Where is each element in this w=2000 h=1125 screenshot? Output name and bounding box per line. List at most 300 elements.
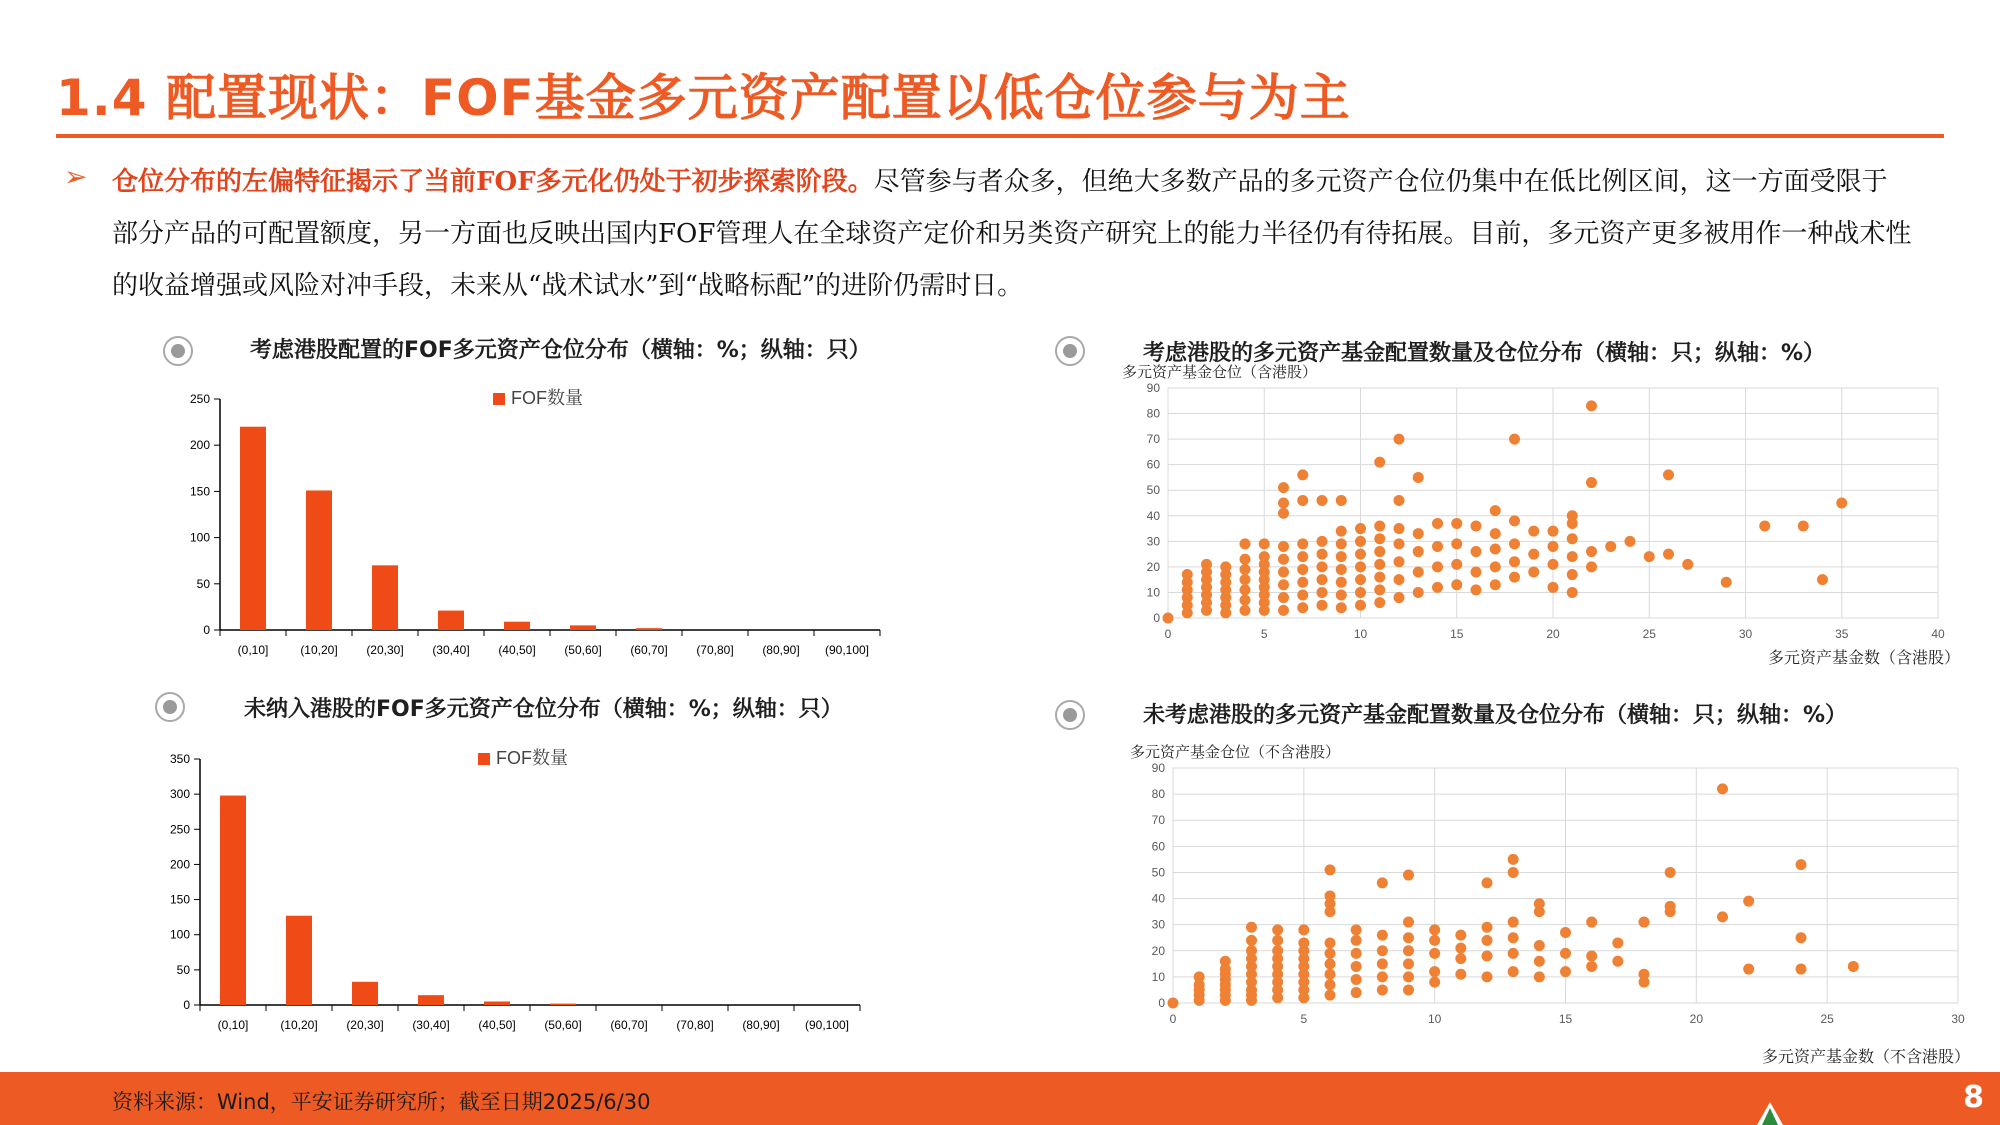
page-title: 1.4 配置现状：FOF基金多元资产配置以低仓位参与为主 [56, 69, 1351, 127]
y-axis-title: 多元资产基金仓位（不含港股） [1130, 744, 1341, 761]
scatter-point [1413, 528, 1424, 539]
scatter-point [1625, 536, 1636, 547]
scatter-point [1297, 495, 1308, 506]
x-tick-label: (90,100] [804, 1018, 850, 1032]
scatter-point [1317, 536, 1328, 547]
scatter-point [1403, 945, 1414, 956]
bar [372, 565, 398, 630]
scatter-point [1355, 574, 1366, 585]
scatter-point [1663, 549, 1674, 560]
scatter-point [1482, 971, 1493, 982]
y-tick-label: 0 [1158, 996, 1165, 1010]
footer-source: 资料来源：Wind，平安证券研究所；截至日期2025/6/30 [112, 1090, 651, 1114]
y-tick-label: 90 [1151, 761, 1165, 775]
y-tick-label: 90 [1146, 381, 1160, 395]
chart-3-title: 考虑港股的多元资产基金配置数量及仓位分布（横轴：只；纵轴：%） [1143, 341, 1826, 366]
scatter-point [1534, 956, 1545, 967]
chart-2-bar [155, 735, 895, 1035]
scatter-point [1374, 533, 1385, 544]
scatter-point [1567, 569, 1578, 580]
scatter-point [1377, 971, 1388, 982]
x-tick-label: (20,30] [366, 643, 404, 657]
x-tick-label: 30 [1738, 627, 1753, 641]
scatter-point [1325, 958, 1336, 969]
scatter-point [1508, 917, 1519, 928]
scatter-point [1663, 469, 1674, 480]
y-tick-label: 10 [1151, 969, 1165, 984]
scatter-point [1394, 434, 1405, 445]
legend-label: FOF数量 [496, 748, 568, 768]
scatter-point [1482, 877, 1493, 888]
y-tick-label: 10 [1146, 585, 1160, 600]
scatter-point [1612, 937, 1623, 948]
scatter-point [1374, 546, 1385, 557]
y-tick-label: 300 [169, 787, 190, 802]
scatter-point [1355, 536, 1366, 547]
scatter-point [1612, 956, 1623, 967]
scatter-point [1182, 569, 1193, 580]
scatter-point [1403, 917, 1414, 928]
scatter-point [1272, 945, 1283, 956]
scatter-point [1325, 979, 1336, 990]
bar [636, 628, 662, 630]
scatter-point [1817, 574, 1828, 585]
scatter-point [1394, 574, 1405, 585]
scatter-point [1451, 538, 1462, 549]
scatter-point [1298, 924, 1309, 935]
scatter-point [1240, 554, 1251, 565]
scatter-point [1325, 937, 1336, 948]
scatter-point [1336, 526, 1347, 537]
x-tick-label: 0 [1169, 1012, 1177, 1026]
x-tick-label: (90,100] [824, 643, 870, 657]
scatter-point [1455, 930, 1466, 941]
scatter-point [1490, 561, 1501, 572]
scatter-point [1377, 930, 1388, 941]
y-tick-label: 20 [1146, 559, 1160, 574]
x-axis-title: 多元资产基金数（不含港股） [1761, 1049, 1970, 1066]
scatter-point [1432, 541, 1443, 552]
scatter-point [1429, 977, 1440, 988]
x-tick-label: (40,50] [478, 1018, 516, 1032]
scatter-point [1355, 549, 1366, 560]
scatter-point [1429, 966, 1440, 977]
bar [484, 1001, 510, 1005]
page-number: 8 [1963, 1080, 1984, 1115]
y-tick-label: 250 [189, 392, 210, 406]
scatter-point [1374, 559, 1385, 570]
bar [418, 995, 444, 1005]
scatter-point [1413, 472, 1424, 483]
scatter-point [1278, 579, 1289, 590]
x-tick-label: (10,20] [300, 643, 338, 657]
scatter-point [1278, 541, 1289, 552]
scatter-point [1534, 971, 1545, 982]
scatter-point [1848, 961, 1859, 972]
scatter-point [1429, 935, 1440, 946]
bullet-arrow-icon: ➢ [64, 160, 88, 193]
y-tick-label: 30 [1151, 917, 1165, 932]
y-tick-label: 50 [196, 576, 210, 591]
scatter-point [1374, 572, 1385, 583]
scatter-point [1665, 901, 1676, 912]
x-tick-label: 15 [1450, 627, 1464, 641]
legend-label: FOF数量 [511, 388, 583, 408]
y-tick-label: 70 [1151, 813, 1165, 828]
scatter-point [1665, 867, 1676, 878]
scatter-point [1743, 896, 1754, 907]
scatter-point [1351, 924, 1362, 935]
chart-2-title: 未纳入港股的FOF多元资产仓位分布（横轴：%；纵轴：只） [244, 697, 843, 722]
scatter-point [1567, 533, 1578, 544]
scatter-point [1317, 600, 1328, 611]
bar [220, 796, 246, 1005]
scatter-point [1325, 948, 1336, 959]
scatter-point [1240, 538, 1251, 549]
scatter-point [1455, 943, 1466, 954]
chart-3-scatter [1120, 362, 1970, 674]
y-tick-label: 70 [1146, 432, 1160, 447]
scatter-point [1297, 602, 1308, 613]
scatter-point [1455, 969, 1466, 980]
scatter-point [1336, 590, 1347, 601]
scatter-point [1297, 590, 1308, 601]
radio-bullet-icon [1055, 336, 1085, 366]
y-tick-label: 50 [1146, 483, 1160, 498]
scatter-point [1374, 597, 1385, 608]
scatter-point [1394, 592, 1405, 603]
x-tick-label: (60,70] [610, 1018, 648, 1032]
scatter-point [1508, 867, 1519, 878]
scatter-point [1297, 538, 1308, 549]
scatter-point [1351, 948, 1362, 959]
x-tick-label: (70,80] [676, 1018, 714, 1032]
radio-bullet-icon [1055, 700, 1085, 730]
scatter-point [1246, 935, 1257, 946]
x-axis-title: 多元资产基金数（含港股） [1767, 650, 1960, 667]
scatter-point [1374, 584, 1385, 595]
scatter-point [1682, 559, 1693, 570]
scatter-point [1528, 526, 1539, 537]
scatter-point [1297, 551, 1308, 562]
scatter-point [1351, 974, 1362, 985]
scatter-point [1278, 498, 1289, 509]
x-tick-label: 20 [1689, 1012, 1704, 1026]
y-tick-label: 0 [1153, 611, 1160, 625]
scatter-point [1272, 935, 1283, 946]
x-tick-label: (30,40] [412, 1018, 450, 1032]
y-tick-label: 200 [169, 857, 190, 872]
x-tick-label: (0,10] [217, 1018, 249, 1032]
scatter-point [1490, 505, 1501, 516]
y-tick-label: 150 [169, 892, 190, 907]
x-tick-label: 10 [1427, 1012, 1442, 1026]
bar [504, 622, 530, 630]
legend-swatch [478, 753, 490, 765]
scatter-point [1560, 966, 1571, 977]
x-tick-label: 40 [1931, 627, 1945, 641]
radio-bullet-icon [163, 336, 193, 366]
scatter-point [1534, 898, 1545, 909]
scatter-point [1534, 940, 1545, 951]
y-tick-label: 100 [169, 927, 190, 942]
scatter-point [1548, 559, 1559, 570]
scatter-point [1278, 508, 1289, 519]
scatter-point [1355, 523, 1366, 534]
scatter-point [1644, 551, 1655, 562]
scatter-point [1168, 998, 1179, 1009]
scatter-point [1413, 567, 1424, 578]
scatter-point [1278, 605, 1289, 616]
scatter-point [1297, 564, 1308, 575]
y-tick-label: 0 [203, 623, 210, 637]
scatter-point [1377, 958, 1388, 969]
scatter-point [1490, 544, 1501, 555]
scatter-point [1278, 567, 1289, 578]
scatter-point [1548, 526, 1559, 537]
x-tick-label: (80,90] [742, 1018, 780, 1032]
chart-4-scatter [1120, 738, 1970, 1071]
scatter-point [1272, 924, 1283, 935]
y-tick-label: 200 [189, 438, 210, 453]
y-tick-label: 60 [1151, 839, 1165, 854]
scatter-point [1377, 984, 1388, 995]
scatter-point [1528, 567, 1539, 578]
scatter-point [1163, 613, 1174, 624]
scatter-point [1351, 987, 1362, 998]
intro-text: 尽管参与者众多，但绝大多数产品的多元资产仓位仍集中在低比例区间，这一方面受限于部分产品的可配置额度，另一方面也反映出国内FOF管理人在全球资产定价和另类资产研究上的能力半径仍有待拓展。目前，多元资产更多被用作一种战术性的收益增强或风险对冲手段，未来从“战术试水”到“战略标配”的进阶仍需时日。 [112, 167, 1912, 301]
chart-1-title: 考虑港股配置的FOF多元资产仓位分布（横轴：%；纵轴：只） [250, 338, 871, 363]
scatter-point [1567, 551, 1578, 562]
scatter-point [1743, 964, 1754, 975]
scatter-point [1482, 951, 1493, 962]
x-tick-label: (10,20] [280, 1018, 318, 1032]
scatter-point [1560, 948, 1571, 959]
x-tick-label: (0,10] [237, 643, 269, 657]
scatter-point [1351, 935, 1362, 946]
scatter-point [1374, 457, 1385, 468]
bar [570, 625, 596, 630]
scatter-point [1836, 498, 1847, 509]
x-tick-label: (60,70] [630, 643, 668, 657]
scatter-point [1317, 495, 1328, 506]
scatter-point [1259, 551, 1270, 562]
scatter-point [1471, 546, 1482, 557]
scatter-point [1278, 482, 1289, 493]
scatter-point [1759, 521, 1770, 532]
y-tick-label: 80 [1151, 787, 1165, 802]
bar [240, 427, 266, 630]
scatter-point [1351, 961, 1362, 972]
scatter-point [1201, 559, 1212, 570]
scatter-point [1548, 541, 1559, 552]
scatter-point [1432, 518, 1443, 529]
scatter-point [1586, 961, 1597, 972]
chart-4-title: 未考虑港股的多元资产基金配置数量及仓位分布（横轴：只；纵轴：%） [1143, 703, 1848, 728]
scatter-point [1639, 917, 1650, 928]
scatter-point [1298, 937, 1309, 948]
scatter-point [1403, 958, 1414, 969]
scatter-point [1194, 971, 1205, 982]
scatter-point [1509, 572, 1520, 583]
scatter-point [1336, 538, 1347, 549]
scatter-point [1471, 521, 1482, 532]
y-tick-label: 20 [1151, 943, 1165, 958]
x-tick-label: 30 [1951, 1012, 1965, 1026]
scatter-point [1394, 556, 1405, 567]
company-logo-icon [1755, 1100, 1785, 1125]
scatter-point [1377, 945, 1388, 956]
scatter-point [1374, 521, 1385, 532]
scatter-point [1451, 559, 1462, 570]
chart-1-bar [160, 380, 900, 665]
y-tick-label: 100 [189, 530, 210, 545]
y-tick-label: 60 [1146, 457, 1160, 472]
y-tick-label: 50 [176, 962, 190, 977]
bar [550, 1004, 576, 1005]
scatter-point [1240, 574, 1251, 585]
scatter-point [1429, 948, 1440, 959]
x-tick-label: 35 [1835, 627, 1849, 641]
scatter-point [1317, 549, 1328, 560]
scatter-point [1336, 564, 1347, 575]
scatter-point [1796, 932, 1807, 943]
x-tick-label: (30,40] [432, 643, 470, 657]
scatter-point [1394, 495, 1405, 506]
y-tick-label: 350 [169, 752, 190, 766]
y-tick-label: 250 [169, 822, 190, 837]
bar [352, 982, 378, 1005]
scatter-point [1796, 964, 1807, 975]
scatter-point [1403, 971, 1414, 982]
scatter-point [1586, 561, 1597, 572]
scatter-point [1240, 595, 1251, 606]
scatter-point [1325, 969, 1336, 980]
y-tick-label: 30 [1146, 534, 1160, 549]
scatter-point [1317, 574, 1328, 585]
scatter-point [1432, 582, 1443, 593]
x-tick-label: 15 [1558, 1012, 1573, 1026]
scatter-point [1586, 400, 1597, 411]
y-tick-label: 150 [189, 484, 210, 499]
y-tick-label: 80 [1146, 406, 1160, 421]
bar [306, 490, 332, 630]
scatter-point [1717, 911, 1728, 922]
x-tick-label: 0 [1164, 627, 1172, 641]
intro-highlight: 仓位分布的左偏特征揭示了当前FOF多元化仍处于初步探索阶段。 [112, 167, 874, 197]
y-tick-label: 40 [1146, 508, 1160, 523]
scatter-point [1413, 587, 1424, 598]
x-tick-label: 5 [1300, 1012, 1308, 1026]
bar [438, 611, 464, 630]
scatter-point [1586, 917, 1597, 928]
scatter-point [1355, 587, 1366, 598]
y-tick-label: 0 [183, 998, 190, 1012]
scatter-point [1325, 890, 1336, 901]
scatter-point [1355, 600, 1366, 611]
x-tick-label: 25 [1642, 627, 1656, 641]
scatter-point [1403, 870, 1414, 881]
scatter-point [1394, 538, 1405, 549]
scatter-point [1394, 523, 1405, 534]
scatter-point [1246, 945, 1257, 956]
x-tick-label: (20,30] [346, 1018, 384, 1032]
scatter-point [1317, 561, 1328, 572]
x-tick-label: 25 [1820, 1012, 1834, 1026]
x-tick-label: (40,50] [498, 643, 536, 657]
scatter-point [1451, 579, 1462, 590]
scatter-point [1528, 549, 1539, 560]
scatter-point [1509, 556, 1520, 567]
y-tick-label: 50 [1151, 865, 1165, 880]
scatter-point [1586, 546, 1597, 557]
scatter-point [1246, 922, 1257, 933]
intro-paragraph [112, 156, 1912, 312]
scatter-point [1377, 877, 1388, 888]
scatter-point [1490, 579, 1501, 590]
scatter-point [1471, 584, 1482, 595]
scatter-point [1325, 990, 1336, 1001]
scatter-point [1403, 932, 1414, 943]
x-tick-label: 5 [1260, 627, 1268, 641]
x-tick-label: (80,90] [762, 643, 800, 657]
scatter-point [1560, 927, 1571, 938]
scatter-point [1567, 510, 1578, 521]
scatter-point [1482, 922, 1493, 933]
x-tick-label: (70,80] [696, 643, 734, 657]
x-tick-label: 20 [1546, 627, 1560, 641]
scatter-point [1509, 515, 1520, 526]
scatter-point [1336, 577, 1347, 588]
scatter-point [1548, 582, 1559, 593]
title-divider [56, 134, 1944, 138]
bar [286, 916, 312, 1005]
scatter-point [1490, 528, 1501, 539]
scatter-point [1586, 951, 1597, 962]
scatter-point [1586, 477, 1597, 488]
scatter-point [1509, 434, 1520, 445]
scatter-point [1240, 584, 1251, 595]
scatter-point [1220, 561, 1231, 572]
scatter-point [1240, 605, 1251, 616]
scatter-point [1482, 935, 1493, 946]
scatter-point [1717, 783, 1728, 794]
y-tick-label: 40 [1151, 891, 1165, 906]
x-tick-label: 10 [1353, 627, 1368, 641]
scatter-point [1508, 966, 1519, 977]
scatter-point [1259, 538, 1270, 549]
scatter-point [1297, 577, 1308, 588]
scatter-point [1471, 567, 1482, 578]
scatter-point [1639, 969, 1650, 980]
scatter-point [1508, 854, 1519, 865]
scatter-point [1432, 561, 1443, 572]
scatter-point [1325, 864, 1336, 875]
scatter-point [1336, 495, 1347, 506]
scatter-point [1451, 518, 1462, 529]
scatter-point [1317, 587, 1328, 598]
scatter-point [1605, 541, 1616, 552]
scatter-point [1455, 953, 1466, 964]
y-axis-title: 多元资产基金仓位（含港股） [1122, 364, 1318, 381]
legend-swatch [493, 393, 505, 405]
x-tick-label: (50,60] [564, 643, 602, 657]
scatter-point [1240, 564, 1251, 575]
radio-bullet-icon [155, 692, 185, 722]
scatter-point [1278, 554, 1289, 565]
scatter-point [1336, 551, 1347, 562]
scatter-point [1721, 577, 1732, 588]
